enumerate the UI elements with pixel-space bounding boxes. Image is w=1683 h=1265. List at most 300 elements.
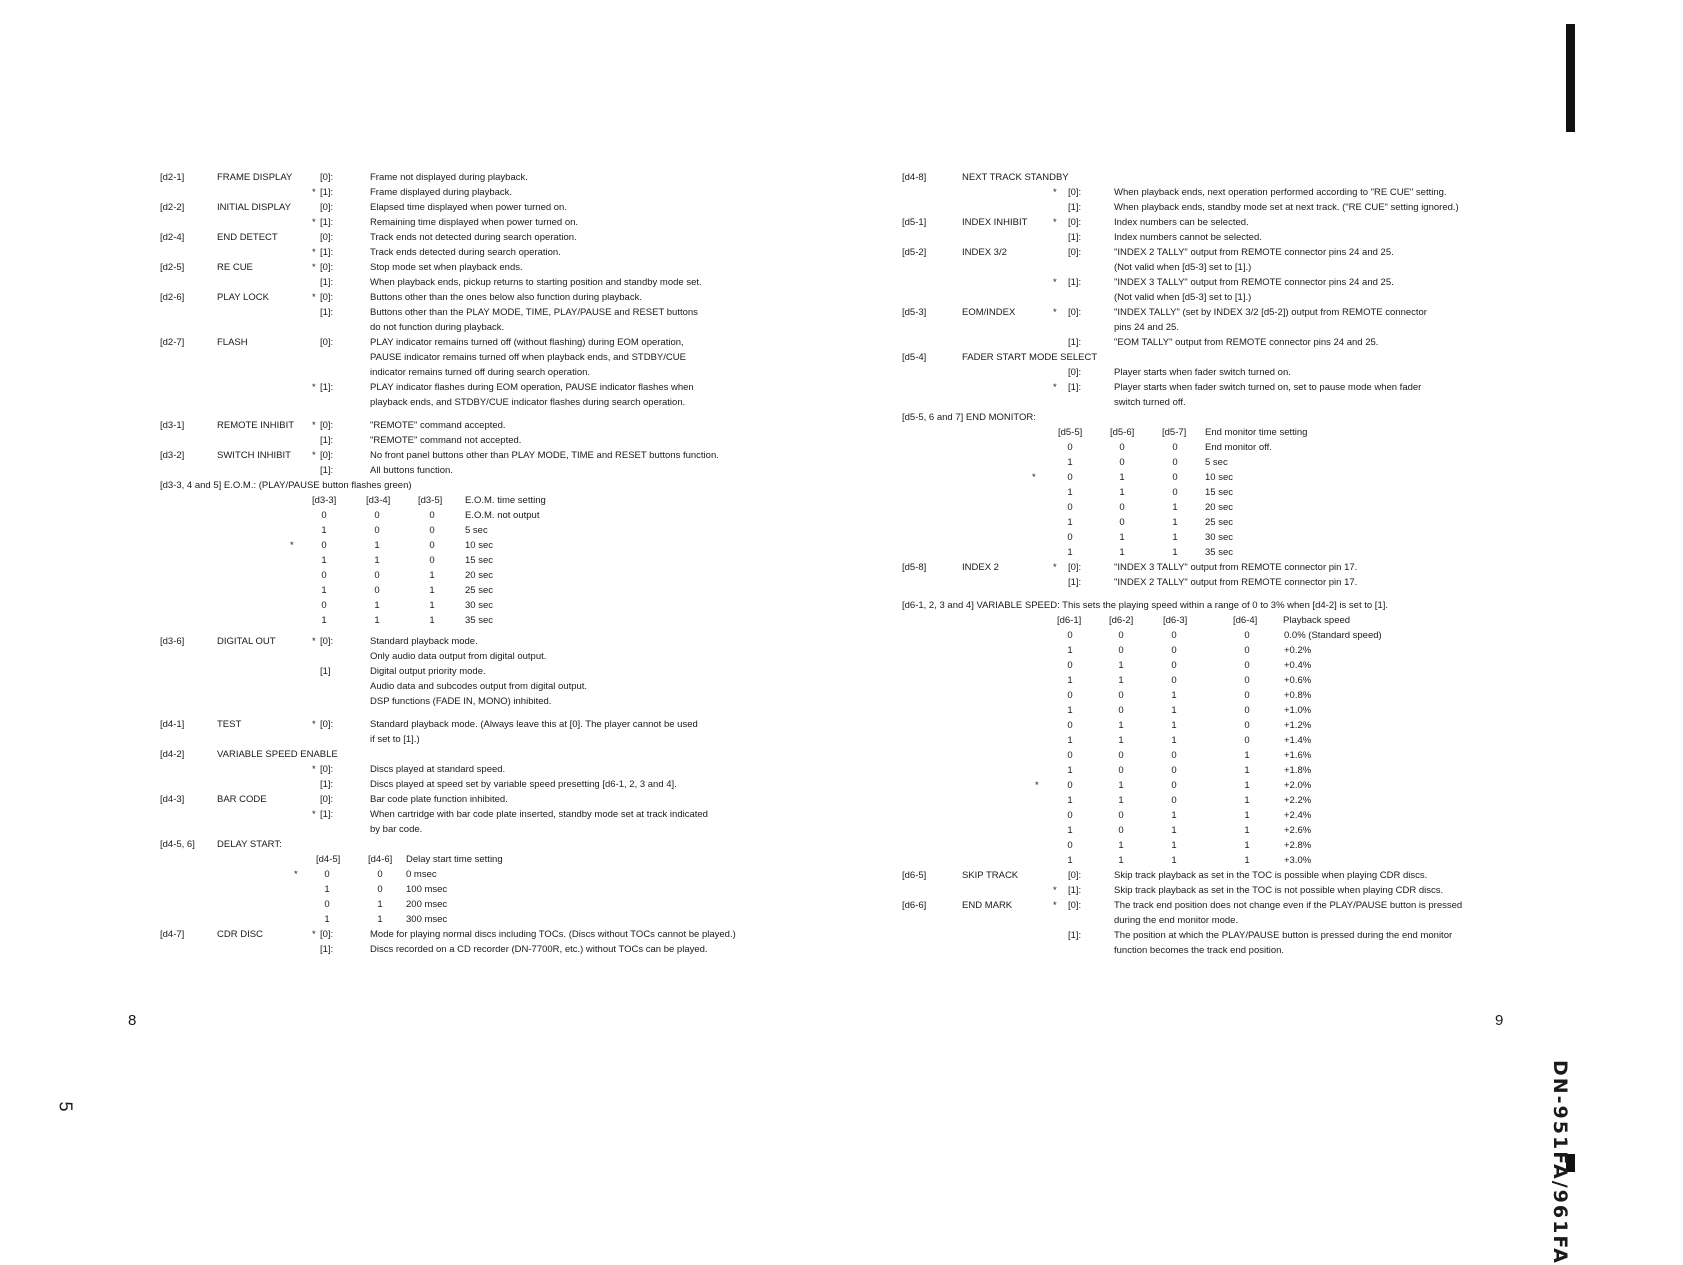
param-description: No front panel buttons other than PLAY MODE, TIME and RESET buttons function. bbox=[370, 450, 719, 461]
param-name: TEST bbox=[217, 719, 242, 730]
param-value: [0]: bbox=[320, 719, 334, 730]
table-header: [d3-5] bbox=[418, 495, 443, 506]
param-description: function becomes the track end position. bbox=[1114, 945, 1285, 956]
table-bit: 1 bbox=[1067, 825, 1073, 836]
default-star: * bbox=[1035, 780, 1039, 791]
table-bit: 0 bbox=[1067, 810, 1073, 821]
param-name: INDEX 2 bbox=[962, 562, 999, 573]
param-description: (Not valid when [d5-3] set to [1].) bbox=[1114, 292, 1252, 303]
default-star: * bbox=[312, 217, 316, 228]
table-setting: +0.6% bbox=[1284, 675, 1312, 686]
param-code: [d5-1] bbox=[902, 217, 927, 228]
default-star: * bbox=[312, 764, 316, 775]
table-header: [d5-5] bbox=[1058, 427, 1083, 438]
table-bit: 1 bbox=[1171, 840, 1177, 851]
param-value: [0]: bbox=[320, 292, 334, 303]
table-bit: 1 bbox=[321, 525, 327, 536]
default-star: * bbox=[312, 719, 316, 730]
param-value: [1]: bbox=[1068, 232, 1082, 243]
table-bit: 0 bbox=[1118, 810, 1124, 821]
table-bit: 0 bbox=[1244, 675, 1250, 686]
table-bit: 0 bbox=[324, 899, 330, 910]
param-value: [0]: bbox=[320, 450, 334, 461]
param-name: INITIAL DISPLAY bbox=[217, 202, 291, 213]
param-value: [1]: bbox=[320, 465, 334, 476]
table-header: [d3-3] bbox=[312, 495, 337, 506]
table-bit: 0 bbox=[1118, 825, 1124, 836]
table-header: End monitor time setting bbox=[1205, 427, 1308, 438]
table-bit: 1 bbox=[1067, 795, 1073, 806]
table-setting: 0 msec bbox=[406, 869, 437, 880]
table-setting: +1.2% bbox=[1284, 720, 1312, 731]
table-bit: 1 bbox=[1067, 517, 1073, 528]
table-bit: 0 bbox=[1067, 840, 1073, 851]
param-name: END DETECT bbox=[217, 232, 278, 243]
param-description: (Not valid when [d5-3] set to [1].) bbox=[1114, 262, 1252, 273]
default-star: * bbox=[312, 292, 316, 303]
table-bit: 0 bbox=[1067, 690, 1073, 701]
param-code: [d5-8] bbox=[902, 562, 927, 573]
param-code: [d5-3] bbox=[902, 307, 927, 318]
param-description: When playback ends, standby mode set at next track. ("RE CUE" setting ignored.) bbox=[1114, 202, 1459, 213]
param-description: Track ends detected during search operation. bbox=[370, 247, 561, 258]
table-header: [d6-2] bbox=[1109, 615, 1134, 626]
param-code: [d4-3] bbox=[160, 794, 185, 805]
table-bit: 0 bbox=[377, 884, 383, 895]
param-code: [d3-1] bbox=[160, 420, 185, 431]
param-description: "INDEX TALLY" (set by INDEX 3/2 [d5-2]) output from REMOTE connector bbox=[1114, 307, 1427, 318]
table-bit: 0 bbox=[1244, 645, 1250, 656]
table-bit: 0 bbox=[1067, 660, 1073, 671]
model-label: DN-951FA/961FA bbox=[1549, 1060, 1571, 1265]
table-bit: 1 bbox=[1067, 765, 1073, 776]
param-description: The track end position does not change even if the PLAY/PAUSE button is pressed bbox=[1114, 900, 1463, 911]
table-setting: +2.2% bbox=[1284, 795, 1312, 806]
param-description: switch turned off. bbox=[1114, 397, 1186, 408]
table-header: [d6-1] bbox=[1057, 615, 1082, 626]
default-star: * bbox=[312, 262, 316, 273]
table-bit: 0 bbox=[1244, 690, 1250, 701]
param-description: Player starts when fader switch turned on. bbox=[1114, 367, 1291, 378]
table-bit: 0 bbox=[1172, 457, 1178, 468]
param-code: [d2-7] bbox=[160, 337, 185, 348]
default-star: * bbox=[312, 382, 316, 393]
table-bit: 0 bbox=[1171, 660, 1177, 671]
table-bit: 1 bbox=[1171, 705, 1177, 716]
table-setting: 30 sec bbox=[465, 600, 493, 611]
table-bit: 1 bbox=[429, 600, 435, 611]
default-star: * bbox=[1053, 382, 1057, 393]
table-header: Playback speed bbox=[1283, 615, 1351, 626]
table-header: [d6-3] bbox=[1163, 615, 1188, 626]
default-star: * bbox=[1053, 885, 1057, 896]
param-value: [0]: bbox=[1068, 307, 1082, 318]
param-value: [1]: bbox=[320, 307, 334, 318]
table-bit: 0 bbox=[1171, 630, 1177, 641]
table-header: [d3-4] bbox=[366, 495, 391, 506]
table-setting: 20 sec bbox=[1205, 502, 1233, 513]
param-description: DSP functions (FADE IN, MONO) inhibited. bbox=[370, 696, 552, 707]
table-setting: 200 msec bbox=[406, 899, 448, 910]
param-name: PLAY LOCK bbox=[217, 292, 269, 303]
table-setting: 35 sec bbox=[1205, 547, 1233, 558]
param-value: [1]: bbox=[1068, 382, 1082, 393]
table-bit: 0 bbox=[1244, 735, 1250, 746]
param-description: Digital output priority mode. bbox=[370, 666, 486, 677]
table-bit: 0 bbox=[1119, 517, 1125, 528]
table-bit: 1 bbox=[1067, 855, 1073, 866]
param-description: do not function during playback. bbox=[370, 322, 505, 333]
param-description: Buttons other than the PLAY MODE, TIME, PLAY/PAUSE and RESET buttons bbox=[370, 307, 698, 318]
table-bit: 0 bbox=[1171, 765, 1177, 776]
table-bit: 1 bbox=[1244, 795, 1250, 806]
table-bit: 0 bbox=[1118, 690, 1124, 701]
table-bit: 1 bbox=[1172, 517, 1178, 528]
table-setting: 5 sec bbox=[465, 525, 488, 536]
table-setting: +0.2% bbox=[1284, 645, 1312, 656]
table-bit: 0 bbox=[321, 600, 327, 611]
table-header: [d4-6] bbox=[368, 854, 393, 865]
param-description: "EOM TALLY" output from REMOTE connector pins 24 and 25. bbox=[1114, 337, 1379, 348]
param-value: [0]: bbox=[320, 420, 334, 431]
param-code: [d2-1] bbox=[160, 172, 185, 183]
table-setting: 25 sec bbox=[465, 585, 493, 596]
table-bit: 0 bbox=[321, 570, 327, 581]
param-code: [d5-4] bbox=[902, 352, 927, 363]
param-name: BAR CODE bbox=[217, 794, 267, 805]
table-bit: 1 bbox=[374, 615, 380, 626]
param-description: When cartridge with bar code plate inserted, standby mode set at track indicated bbox=[370, 809, 708, 820]
param-value: [0]: bbox=[320, 172, 334, 183]
table-bit: 0 bbox=[1067, 720, 1073, 731]
table-bit: 0 bbox=[1171, 750, 1177, 761]
param-value: [0]: bbox=[320, 337, 334, 348]
table-bit: 1 bbox=[374, 540, 380, 551]
table-bit: 1 bbox=[1244, 810, 1250, 821]
table-bit: 1 bbox=[1244, 855, 1250, 866]
table-bit: 0 bbox=[1171, 780, 1177, 791]
table-setting: +0.4% bbox=[1284, 660, 1312, 671]
table-setting: 10 sec bbox=[465, 540, 493, 551]
table-bit: 0 bbox=[1172, 472, 1178, 483]
table-bit: 1 bbox=[1067, 735, 1073, 746]
table-bit: 0 bbox=[1244, 630, 1250, 641]
table-bit: 0 bbox=[1067, 502, 1073, 513]
param-description: When playback ends, pickup returns to starting position and standby mode set. bbox=[370, 277, 702, 288]
param-name: EOM/INDEX bbox=[962, 307, 1016, 318]
table-bit: 1 bbox=[1118, 720, 1124, 731]
param-value: [0]: bbox=[320, 636, 334, 647]
table-setting: 25 sec bbox=[1205, 517, 1233, 528]
table-bit: 1 bbox=[1172, 532, 1178, 543]
table-setting: +2.8% bbox=[1284, 840, 1312, 851]
table-bit: 0 bbox=[1118, 765, 1124, 776]
param-description: "INDEX 3 TALLY" output from REMOTE connector pins 24 and 25. bbox=[1114, 277, 1394, 288]
param-value: [0]: bbox=[320, 764, 334, 775]
section-heading: [d5-5, 6 and 7] END MONITOR: bbox=[902, 412, 1036, 423]
side-bar-top bbox=[1566, 24, 1575, 132]
param-value: [1]: bbox=[320, 217, 334, 228]
table-bit: 0 bbox=[1118, 645, 1124, 656]
param-description: indicator remains turned off during search operation. bbox=[370, 367, 591, 378]
param-description: during the end monitor mode. bbox=[1114, 915, 1239, 926]
table-bit: 0 bbox=[429, 510, 435, 521]
default-star: * bbox=[1053, 187, 1057, 198]
param-name: SKIP TRACK bbox=[962, 870, 1019, 881]
param-description: Standard playback mode. bbox=[370, 636, 478, 647]
table-bit: 1 bbox=[321, 585, 327, 596]
param-description: by bar code. bbox=[370, 824, 423, 835]
default-star: * bbox=[1053, 900, 1057, 911]
param-value: [0]: bbox=[320, 232, 334, 243]
default-star: * bbox=[294, 869, 298, 880]
param-name: SWITCH INHIBIT bbox=[217, 450, 291, 461]
param-value: [0]: bbox=[1068, 900, 1082, 911]
table-setting: End monitor off. bbox=[1205, 442, 1272, 453]
table-bit: 0 bbox=[321, 540, 327, 551]
default-star: * bbox=[312, 247, 316, 258]
table-header: [d4-5] bbox=[316, 854, 341, 865]
default-star: * bbox=[290, 540, 294, 551]
default-star: * bbox=[1053, 217, 1057, 228]
section-heading: [d3-3, 4 and 5] E.O.M.: (PLAY/PAUSE button flashes green) bbox=[160, 480, 412, 491]
table-bit: 0 bbox=[1118, 630, 1124, 641]
default-star: * bbox=[312, 187, 316, 198]
default-star: * bbox=[312, 450, 316, 461]
table-bit: 1 bbox=[1067, 547, 1073, 558]
table-bit: 1 bbox=[1119, 532, 1125, 543]
param-value: [1]: bbox=[1068, 337, 1082, 348]
table-bit: 1 bbox=[1118, 795, 1124, 806]
table-setting: 300 msec bbox=[406, 914, 448, 925]
param-description: PLAY indicator flashes during EOM operation, PAUSE indicator flashes when bbox=[370, 382, 694, 393]
param-value: [0]: bbox=[1068, 367, 1082, 378]
param-code: [d2-2] bbox=[160, 202, 185, 213]
table-bit: 1 bbox=[1067, 675, 1073, 686]
param-name: DIGITAL OUT bbox=[217, 636, 276, 647]
param-code: [d5-2] bbox=[902, 247, 927, 258]
param-code: [d4-1] bbox=[160, 719, 185, 730]
param-description: PLAY indicator remains turned off (without flashing) during EOM operation, bbox=[370, 337, 684, 348]
param-value: [0]: bbox=[1068, 247, 1082, 258]
param-description: Skip track playback as set in the TOC is not possible when playing CDR discs. bbox=[1114, 885, 1444, 896]
param-value: [0]: bbox=[1068, 870, 1082, 881]
param-description: Stop mode set when playback ends. bbox=[370, 262, 523, 273]
param-value: [0]: bbox=[1068, 217, 1082, 228]
table-bit: 1 bbox=[1171, 690, 1177, 701]
table-bit: 0 bbox=[1244, 660, 1250, 671]
table-bit: 1 bbox=[1172, 502, 1178, 513]
param-name: FADER START MODE SELECT bbox=[962, 352, 1098, 363]
table-bit: 1 bbox=[1244, 780, 1250, 791]
param-value: [1]: bbox=[320, 435, 334, 446]
param-code: [d4-2] bbox=[160, 749, 185, 760]
table-bit: 1 bbox=[1067, 457, 1073, 468]
table-header: [d5-6] bbox=[1110, 427, 1135, 438]
param-description: Frame displayed during playback. bbox=[370, 187, 513, 198]
param-code: [d6-5] bbox=[902, 870, 927, 881]
table-bit: 1 bbox=[1119, 472, 1125, 483]
table-setting: 35 sec bbox=[465, 615, 493, 626]
table-setting: +1.0% bbox=[1284, 705, 1312, 716]
table-header: [d5-7] bbox=[1162, 427, 1187, 438]
param-description: "INDEX 2 TALLY" output from REMOTE connector pin 17. bbox=[1114, 577, 1358, 588]
table-header: [d6-4] bbox=[1233, 615, 1258, 626]
table-setting: +1.4% bbox=[1284, 735, 1312, 746]
param-value: [1]: bbox=[1068, 202, 1082, 213]
table-setting: 15 sec bbox=[465, 555, 493, 566]
table-bit: 1 bbox=[1171, 855, 1177, 866]
table-bit: 1 bbox=[324, 884, 330, 895]
param-description: When playback ends, next operation performed according to "RE CUE" setting. bbox=[1114, 187, 1447, 198]
page-number-right: 9 bbox=[1495, 1012, 1504, 1029]
table-bit: 0 bbox=[374, 570, 380, 581]
param-description: Elapsed time displayed when power turned on. bbox=[370, 202, 567, 213]
table-bit: 1 bbox=[374, 555, 380, 566]
table-setting: +1.6% bbox=[1284, 750, 1312, 761]
table-bit: 0 bbox=[429, 540, 435, 551]
param-value: [1]: bbox=[320, 779, 334, 790]
default-star: * bbox=[312, 636, 316, 647]
param-name: INDEX 3/2 bbox=[962, 247, 1007, 258]
table-bit: 0 bbox=[1067, 472, 1073, 483]
param-value: [1]: bbox=[320, 944, 334, 955]
param-description: PAUSE indicator remains turned off when playback ends, and STDBY/CUE bbox=[370, 352, 686, 363]
table-bit: 0 bbox=[1244, 720, 1250, 731]
param-name: END MARK bbox=[962, 900, 1013, 911]
param-value: [0]: bbox=[320, 929, 334, 940]
table-bit: 0 bbox=[1067, 630, 1073, 641]
table-bit: 0 bbox=[1067, 750, 1073, 761]
param-code: [d4-8] bbox=[902, 172, 927, 183]
default-star: * bbox=[1053, 307, 1057, 318]
param-value: [0]: bbox=[320, 202, 334, 213]
table-bit: 1 bbox=[1119, 547, 1125, 558]
table-bit: 0 bbox=[1171, 675, 1177, 686]
table-bit: 0 bbox=[1171, 645, 1177, 656]
table-bit: 1 bbox=[1119, 487, 1125, 498]
table-setting: +2.4% bbox=[1284, 810, 1312, 821]
param-description: Track ends not detected during search operation. bbox=[370, 232, 577, 243]
param-description: Mode for playing normal discs including TOCs. (Discs without TOCs cannot be played.) bbox=[370, 929, 736, 940]
table-setting: E.O.M. not output bbox=[465, 510, 540, 521]
table-setting: 100 msec bbox=[406, 884, 448, 895]
table-bit: 1 bbox=[429, 615, 435, 626]
table-bit: 1 bbox=[1118, 840, 1124, 851]
table-bit: 1 bbox=[321, 555, 327, 566]
table-setting: 20 sec bbox=[465, 570, 493, 581]
table-bit: 0 bbox=[429, 525, 435, 536]
param-name: RE CUE bbox=[217, 262, 253, 273]
param-description: if set to [1].) bbox=[370, 734, 420, 745]
param-value: [1]: bbox=[320, 809, 334, 820]
param-value: [1] bbox=[320, 666, 331, 677]
table-bit: 1 bbox=[1171, 825, 1177, 836]
param-description: Discs recorded on a CD recorder (DN-7700R, etc.) without TOCs can be played. bbox=[370, 944, 708, 955]
param-name: CDR DISC bbox=[217, 929, 263, 940]
param-description: Bar code plate function inhibited. bbox=[370, 794, 508, 805]
param-value: [1]: bbox=[320, 247, 334, 258]
table-bit: 0 bbox=[1067, 532, 1073, 543]
table-bit: 0 bbox=[1067, 780, 1073, 791]
table-bit: 1 bbox=[1244, 750, 1250, 761]
table-bit: 0 bbox=[1172, 442, 1178, 453]
table-bit: 1 bbox=[374, 600, 380, 611]
param-description: pins 24 and 25. bbox=[1114, 322, 1179, 333]
default-star: * bbox=[312, 809, 316, 820]
param-code: [d2-5] bbox=[160, 262, 185, 273]
param-description: Buttons other than the ones below also function during playback. bbox=[370, 292, 642, 303]
param-description: Index numbers can be selected. bbox=[1114, 217, 1249, 228]
table-setting: +0.8% bbox=[1284, 690, 1312, 701]
param-description: Frame not displayed during playback. bbox=[370, 172, 528, 183]
table-bit: 1 bbox=[1171, 735, 1177, 746]
table-bit: 0 bbox=[1119, 442, 1125, 453]
param-name: NEXT TRACK STANDBY bbox=[962, 172, 1069, 183]
param-value: [1]: bbox=[320, 187, 334, 198]
param-value: [0]: bbox=[320, 262, 334, 273]
table-bit: 1 bbox=[429, 570, 435, 581]
table-bit: 0 bbox=[1119, 502, 1125, 513]
table-bit: 0 bbox=[1067, 442, 1073, 453]
param-name: REMOTE INHIBIT bbox=[217, 420, 295, 431]
param-description: Skip track playback as set in the TOC is possible when playing CDR discs. bbox=[1114, 870, 1428, 881]
table-bit: 1 bbox=[1118, 780, 1124, 791]
table-bit: 1 bbox=[1172, 547, 1178, 558]
param-name: DELAY START: bbox=[217, 839, 282, 850]
param-description: "REMOTE" command not accepted. bbox=[370, 435, 522, 446]
table-bit: 1 bbox=[1118, 855, 1124, 866]
section-heading: [d6-1, 2, 3 and 4] VARIABLE SPEED: This sets the playing speed within a range of 0 to 3% when [d4-2] is set to [1]. bbox=[902, 600, 1389, 611]
table-bit: 1 bbox=[321, 615, 327, 626]
param-description: The position at which the PLAY/PAUSE button is pressed during the end monitor bbox=[1114, 930, 1453, 941]
table-bit: 1 bbox=[1067, 487, 1073, 498]
param-code: [d4-7] bbox=[160, 929, 185, 940]
table-bit: 0 bbox=[374, 525, 380, 536]
param-description: "INDEX 2 TALLY" output from REMOTE connector pins 24 and 25. bbox=[1114, 247, 1394, 258]
table-header: Delay start time setting bbox=[406, 854, 503, 865]
default-star: * bbox=[312, 929, 316, 940]
default-star: * bbox=[1053, 562, 1057, 573]
param-description: "REMOTE" command accepted. bbox=[370, 420, 506, 431]
param-code: [d4-5, 6] bbox=[160, 839, 195, 850]
param-name: VARIABLE SPEED ENABLE bbox=[217, 749, 338, 760]
table-bit: 1 bbox=[377, 914, 383, 925]
table-bit: 1 bbox=[1067, 645, 1073, 656]
param-value: [0]: bbox=[1068, 562, 1082, 573]
param-code: [d6-6] bbox=[902, 900, 927, 911]
param-name: INDEX INHIBIT bbox=[962, 217, 1028, 228]
param-code: [d3-2] bbox=[160, 450, 185, 461]
table-bit: 0 bbox=[1172, 487, 1178, 498]
table-bit: 0 bbox=[1118, 705, 1124, 716]
table-bit: 0 bbox=[1244, 705, 1250, 716]
table-bit: 0 bbox=[374, 585, 380, 596]
param-value: [0]: bbox=[320, 794, 334, 805]
param-description: "INDEX 3 TALLY" output from REMOTE connector pin 17. bbox=[1114, 562, 1358, 573]
table-setting: 30 sec bbox=[1205, 532, 1233, 543]
table-bit: 1 bbox=[429, 585, 435, 596]
table-setting: 5 sec bbox=[1205, 457, 1228, 468]
table-bit: 1 bbox=[1244, 765, 1250, 776]
param-code: [d2-4] bbox=[160, 232, 185, 243]
param-description: Standard playback mode. (Always leave this at [0]. The player cannot be used bbox=[370, 719, 698, 730]
table-setting: +1.8% bbox=[1284, 765, 1312, 776]
param-name: FRAME DISPLAY bbox=[217, 172, 293, 183]
param-value: [1]: bbox=[320, 277, 334, 288]
table-setting: 0.0% (Standard speed) bbox=[1284, 630, 1382, 641]
default-star: * bbox=[1032, 472, 1036, 483]
